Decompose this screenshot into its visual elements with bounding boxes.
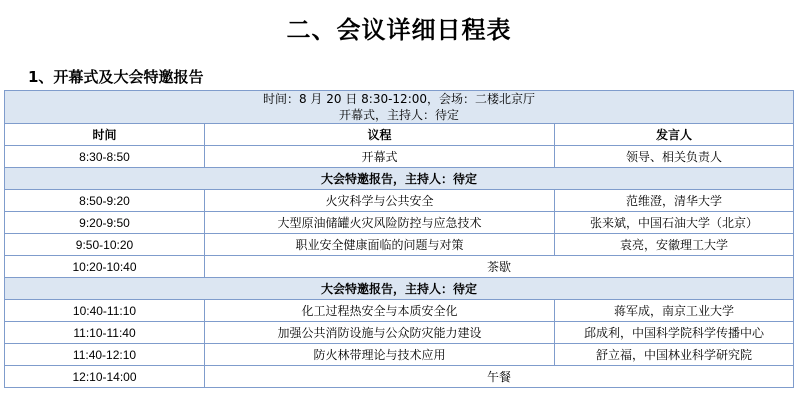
agenda-cell: 加强公共消防设施与公众防灾能力建设 [205, 322, 555, 344]
break-cell: 茶歇 [205, 256, 794, 278]
column-header-speaker: 发言人 [555, 124, 794, 146]
time-cell: 8:30-8:50 [5, 146, 205, 168]
agenda-cell: 化工过程热安全与本质安全化 [205, 300, 555, 322]
speaker-cell: 张来斌，中国石油大学（北京） [555, 212, 794, 234]
section-header-cell: 大会特邀报告，主持人：待定 [5, 168, 794, 190]
time-cell: 11:10-11:40 [5, 322, 205, 344]
column-header-row [5, 124, 794, 146]
table-row [5, 322, 794, 344]
table-row [5, 234, 794, 256]
agenda-cell: 防火林带理论与技术应用 [205, 344, 555, 366]
break-cell: 午餐 [205, 366, 794, 388]
speaker-cell: 领导、相关负责人 [555, 146, 794, 168]
agenda-cell: 开幕式 [205, 146, 555, 168]
time-cell: 10:20-10:40 [5, 256, 205, 278]
agenda-cell: 火灾科学与公共安全 [205, 190, 555, 212]
column-header-time: 时间 [5, 124, 205, 146]
table-row [5, 212, 794, 234]
session-info-row [5, 91, 794, 124]
table-row [5, 146, 794, 168]
time-cell: 10:40-11:10 [5, 300, 205, 322]
break-row [5, 366, 794, 388]
section-header-cell: 大会特邀报告，主持人：待定 [5, 278, 794, 300]
speaker-cell: 邱成利，中国科学院科学传播中心 [555, 322, 794, 344]
section-header-row [5, 278, 794, 300]
session-time-venue: 时间：8 月 20 日 8:30-12:00，会场：二楼北京厅 [262, 92, 536, 106]
column-header-agenda: 议程 [205, 124, 555, 146]
break-row [5, 256, 794, 278]
time-cell: 8:50-9:20 [5, 190, 205, 212]
agenda-cell: 职业安全健康面临的问题与对策 [205, 234, 555, 256]
session-info-cell [5, 91, 794, 124]
table-row [5, 190, 794, 212]
time-cell: 12:10-14:00 [5, 366, 205, 388]
time-cell: 9:50-10:20 [5, 234, 205, 256]
table-row [5, 344, 794, 366]
schedule-table [4, 90, 794, 388]
speaker-cell: 范维澄，清华大学 [555, 190, 794, 212]
time-cell: 9:20-9:50 [5, 212, 205, 234]
section-header-row [5, 168, 794, 190]
agenda-cell: 大型原油储罐火灾风险防控与应急技术 [205, 212, 555, 234]
table-row [5, 300, 794, 322]
speaker-cell: 舒立福，中国林业科学研究院 [555, 344, 794, 366]
speaker-cell: 蒋军成，南京工业大学 [555, 300, 794, 322]
section-heading: 1、开幕式及大会特邀报告 [28, 68, 204, 86]
opening-host: 开幕式，主持人：待定 [338, 108, 459, 122]
page-title: 二、会议详细日程表 [286, 16, 512, 44]
time-cell: 11:40-12:10 [5, 344, 205, 366]
speaker-cell: 袁亮，安徽理工大学 [555, 234, 794, 256]
